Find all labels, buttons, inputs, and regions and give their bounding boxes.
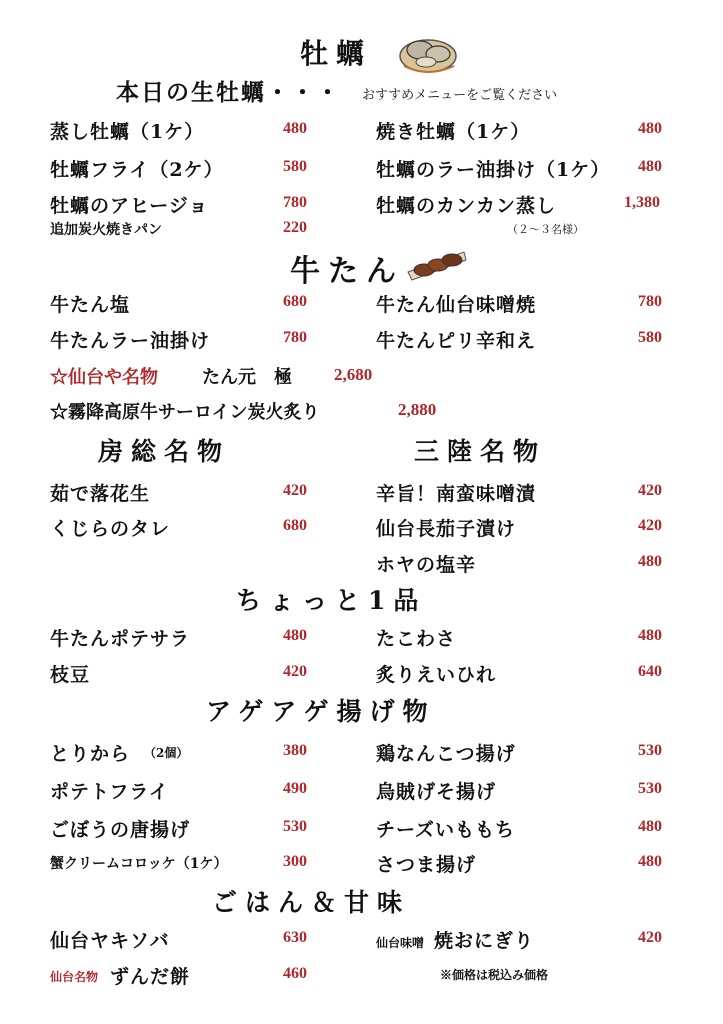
menu-item-name: チーズいももち xyxy=(376,819,516,841)
rice-heading: ごはん＆甘味 xyxy=(212,888,411,917)
menu-item-price: 420 xyxy=(638,517,662,534)
menu-item-price: 530 xyxy=(638,742,662,759)
menu-item-name: 牡蠣のラー油掛け（1ケ） xyxy=(376,159,611,181)
onigiri-prefix: 仙台味噌 xyxy=(376,936,425,950)
menu-item-name: 牛たん塩 xyxy=(50,294,131,316)
menu-item-name: ホヤの塩辛 xyxy=(376,554,477,576)
extra-bread-price: 220 xyxy=(283,219,307,236)
menu-item-name: 炙りえいひれ xyxy=(376,664,497,686)
menu-item-price: 480 xyxy=(638,158,662,175)
menu-item-price: 300 xyxy=(283,853,307,870)
menu-item-name: 牡蠣フライ（2ケ） xyxy=(50,159,224,181)
special-item-name: ☆霧降高原牛サーロイン炭火炙り xyxy=(50,402,320,423)
menu-item-price: 530 xyxy=(283,818,307,835)
menu-item-price: 680 xyxy=(283,293,307,310)
menu-item-price: 420 xyxy=(283,663,307,680)
menu-item-price: 1,380 xyxy=(624,194,660,211)
boso-heading: 房総名物 xyxy=(98,437,231,466)
menu-item-name: 牛たんラー油掛け xyxy=(50,330,211,352)
menu-item-name: 牡蠣のカンカン蒸し xyxy=(376,195,557,217)
menu-item-price: 580 xyxy=(638,329,662,346)
menu-item-price: 480 xyxy=(638,120,662,137)
tax-note: ※価格は税込み価格 xyxy=(440,968,549,982)
menu-item-price: 780 xyxy=(638,293,662,310)
menu-item-name: 仙台ヤキソバ xyxy=(50,930,170,952)
menu-item-price: 530 xyxy=(638,780,662,797)
sanriku-heading: 三陸名物 xyxy=(414,437,547,466)
menu-item-price: 480 xyxy=(638,627,662,644)
menu-item-price: 640 xyxy=(638,663,662,680)
menu-item-price: 480 xyxy=(638,853,662,870)
menu-item-name: 茹で落花生 xyxy=(50,483,151,505)
menu-item-name: 鶏なんこつ揚げ xyxy=(376,743,516,765)
menu-item-name: ずんだ餅 xyxy=(110,966,191,988)
menu-item-name: 牡蠣のアヒージョ xyxy=(50,195,209,217)
menu-item-price: 580 xyxy=(283,158,307,175)
todays-oyster-label: 本日の生牡蠣・・・ xyxy=(116,79,341,106)
menu-item-price: 680 xyxy=(283,517,307,534)
menu-item-price: 460 xyxy=(283,965,307,982)
chotto-heading: ちょっと1品 xyxy=(236,586,427,615)
todays-oyster-note: おすすめメニューをご覧ください xyxy=(362,88,558,103)
menu-item-price: 480 xyxy=(638,818,662,835)
grilled-beef-tongue-icon xyxy=(406,244,468,284)
extra-bread-name: 追加炭火焼きパン xyxy=(50,222,162,238)
menu-item-name: 烏賊げそ揚げ xyxy=(376,781,497,803)
zunda-prefix: 仙台名物 xyxy=(50,970,99,984)
menu-item-price: 480 xyxy=(283,627,307,644)
menu-item-price: 630 xyxy=(283,929,307,946)
oyster-icon xyxy=(398,26,460,76)
menu-item-name: 牛たんピリ辛和え xyxy=(376,330,537,352)
menu-item-note: （2個） xyxy=(144,746,189,760)
menu-item-price: 420 xyxy=(638,929,662,946)
menu-item-name: 仙台長茄子漬け xyxy=(376,518,517,540)
menu-item-name: ポテトフライ xyxy=(50,781,169,803)
menu-item-name: 辛旨！南蛮味噌漬 xyxy=(376,483,537,505)
menu-item-price: 780 xyxy=(283,194,307,211)
menu-item-name: たこわさ xyxy=(376,628,457,650)
menu-item-price: 480 xyxy=(283,120,307,137)
special-item-price: 2,680 xyxy=(334,365,373,384)
menu-item-name: とりから xyxy=(50,743,131,765)
menu-item-name: 蟹クリームコロッケ（1ケ） xyxy=(50,856,228,872)
menu-item-name: 蒸し牡蠣（1ケ） xyxy=(50,121,205,143)
menu-item-name: さつま揚げ xyxy=(376,854,477,876)
menu-item-name: 焼き牡蠣（1ケ） xyxy=(376,121,531,143)
special-prefix: ☆仙台や名物 xyxy=(50,367,158,388)
special-item-name: たん元 極 xyxy=(202,367,292,388)
menu-item-price: 420 xyxy=(283,482,307,499)
menu-item-name: 焼おにぎり xyxy=(434,930,535,952)
gyutan-heading: 牛たん xyxy=(290,254,404,289)
menu-item-price: 420 xyxy=(638,482,662,499)
menu-item-name: 牛たんポテサラ xyxy=(50,628,191,650)
menu-item-price: 780 xyxy=(283,329,307,346)
special-item-price: 2,880 xyxy=(398,400,437,419)
menu-item-price: 490 xyxy=(283,780,307,797)
oyster-heading: 牡蠣 xyxy=(300,37,373,70)
menu-item-name: ごぼうの唐揚げ xyxy=(50,819,191,841)
menu-item-name: 牛たん仙台味噌焼 xyxy=(376,294,537,316)
menu-item-price: 380 xyxy=(283,742,307,759)
menu-item-price: 480 xyxy=(638,553,662,570)
menu-item-name: 枝豆 xyxy=(50,664,91,686)
menu-item-name: くじらのタレ xyxy=(50,518,171,540)
kankan-serving-note: （２～３名様） xyxy=(507,223,584,236)
fried-heading: アゲアゲ揚げ物 xyxy=(206,697,436,726)
